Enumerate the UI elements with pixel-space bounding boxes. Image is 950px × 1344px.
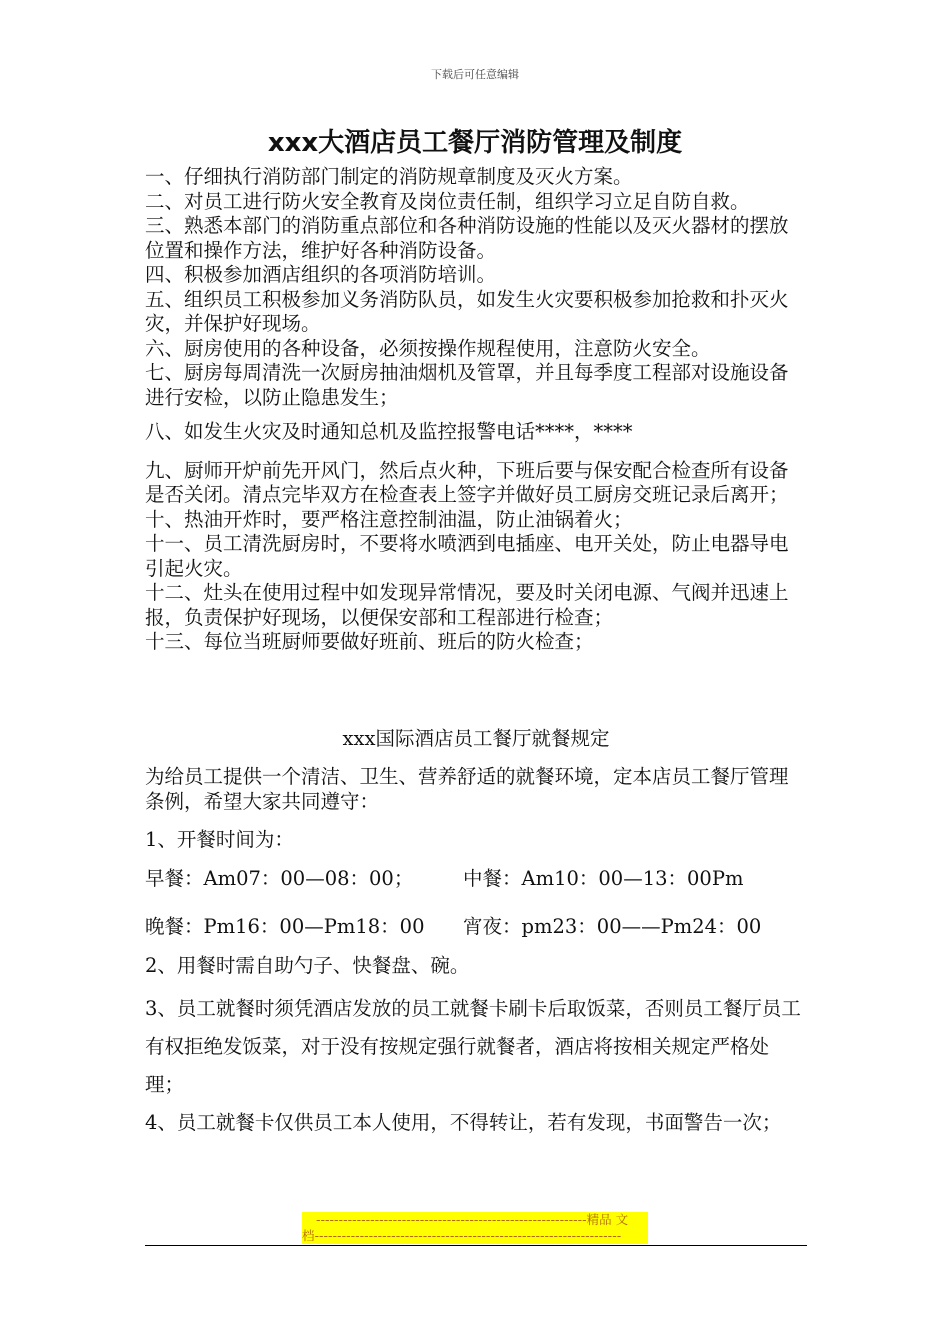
fire-rule-12: 十二、灶头在使用过程中如发现异常情况，要及时关闭电源、气阀并迅速上报，负责保护好现场，以便保安部和工程部进行检查； [145,581,789,629]
lunch-time: 中餐：Am10：00—13：00Pm [463,866,744,890]
dinner-time: 晚餐：Pm16：00—Pm18：00 [145,915,425,938]
breakfast-time: 早餐：Am07：00—08：00； [145,866,414,890]
footer-watermark [302,1212,648,1244]
dining-item-4: 4、员工就餐卡仅供员工本人使用，不得转让，若有发现，书面警告一次； [145,1111,782,1134]
dining-intro: 为给员工提供一个清洁、卫生、营养舒适的就餐环境，定本店员工餐厅管理条例，希望大家共同遵守： [145,765,789,813]
fire-rule-3: 三、熟悉本部门的消防重点部位和各种消防设施的性能以及灭火器材的摆放位置和操作方法，维护好各种消防设备。 [145,214,789,262]
fire-rule-4: 四、积极参加酒店组织的各项消防培训。 [145,263,497,286]
fire-rule-13: 十三、每位当班厨师要做好班前、班后的防火检查； [145,630,594,653]
fire-rule-11: 十一、员工清洗厨房时，不要将水喷洒到电插座、电开关处，防止电器导电引起火灾。 [145,532,789,580]
dining-item-2: 2、用餐时需自助勺子、快餐盘、碗。 [145,953,470,977]
fire-rule-6: 六、厨房使用的各种设备，必须按操作规程使用，注意防火安全。 [145,336,711,360]
fire-rule-7: 七、厨房每周清洗一次厨房抽油烟机及管罩，并且每季度工程部对设施设备进行安检，以防止隐患发生； [145,361,789,409]
dining-item-3: 3、员工就餐时须凭酒店发放的员工就餐卡刷卡后取饭菜，否则员工餐厅员工有权拒绝发饭菜，对于没有按规定强行就餐者，酒店将按相关规定严格处理； [145,997,801,1096]
fire-rule-5: 五、组织员工积极参加义务消防队员，如发生火灾要积极参加抢救和扑灭火灾，并保护好现场。 [145,287,789,335]
footer-line-2: 档-------------------------------------------------------------------- [302,1228,648,1244]
fire-rule-1: 一、仔细执行消防部门制定的消防规章制度及灭火方案。 [145,165,633,188]
document-title: xxx大酒店员工餐厅消防管理及制度 [267,128,683,158]
header-note: 下载后可任意编辑 [431,68,519,81]
dining-rules-title: xxx国际酒店员工餐厅就餐规定 [342,726,610,750]
night-time: 宵夜：pm23：00——Pm24：00 [463,915,762,938]
dining-item-1: 1、开餐时间为： [145,828,294,851]
fire-rule-9: 九、厨师开炉前先开风门，然后点火种，下班后要与保安配合检查所有设备是否关闭。清点完毕双方在检查表上签字并做好员工厨房交班记录后离开； [145,458,789,506]
fire-rule-10: 十、热油开炸时，要严格注意控制油温，防止油锅着火； [145,507,633,531]
fire-rule-8: 八、如发生火灾及时通知总机及监控报警电话****，**** [145,420,633,443]
footer-divider [145,1245,807,1246]
document-body [145,165,807,1142]
fire-rule-2: 二、对员工进行防火安全教育及岗位责任制，组织学习立足自防自救。 [145,189,750,213]
meal-times-row-1 [145,867,807,892]
footer-line-1: ------------------------------------------------------------精品 文 [302,1212,648,1228]
meal-times-row-2 [145,915,807,940]
